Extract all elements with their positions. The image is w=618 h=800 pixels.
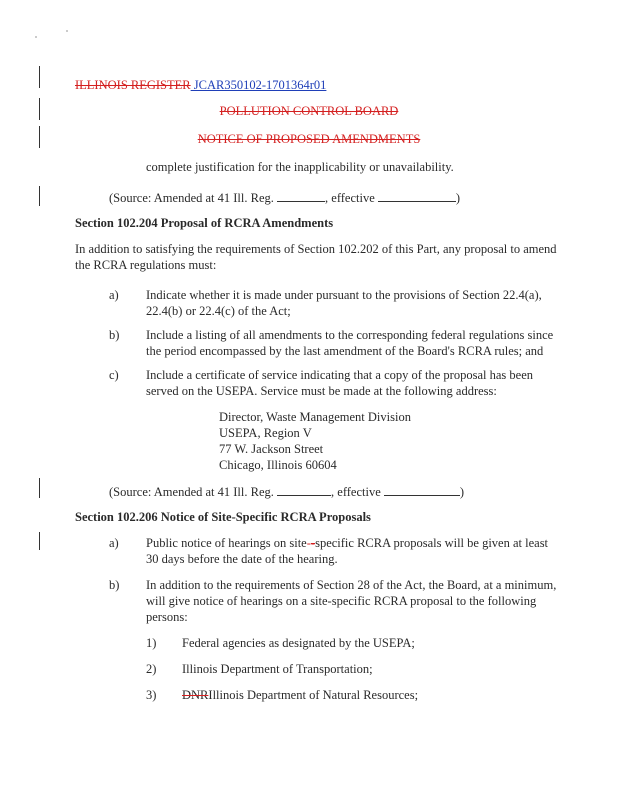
item-text: served on the USEPA. Service must be made at the following address: (146, 384, 497, 398)
blank-line (378, 190, 456, 202)
register-struck-text: ILLINOIS REGISTER (75, 78, 191, 92)
source-note-1 (109, 190, 460, 206)
section-204-heading: Section 102.204 Proposal of RCRA Amendments (75, 216, 334, 230)
item-text: the period encompassed by the last amendment of the Board's RCRA rules; and (146, 344, 544, 358)
item-label: a) (109, 536, 119, 550)
address-line: Director, Waste Management Division (219, 410, 411, 424)
blank-line (277, 190, 325, 202)
item-text-part: specific RCRA proposals will be given at least (315, 536, 549, 550)
source-suffix: ) (455, 191, 461, 205)
change-bar (39, 186, 40, 206)
section-204-intro: the RCRA regulations must: (75, 258, 217, 272)
item-text: Include a certificate of service indicating that a copy of the proposal has been (146, 368, 533, 382)
source-prefix: (Source: Amended at 41 Ill. Reg. (109, 191, 278, 205)
source-note-2 (109, 484, 464, 500)
board-name: POLLUTION CONTROL BOARD (219, 104, 399, 118)
blank-line (384, 484, 460, 496)
inserted-hyphen: - (306, 536, 311, 550)
subitem-text: Illinois Department of Transportation; (182, 662, 373, 676)
source-mid: , effective (331, 485, 384, 499)
source-prefix: (Source: Amended at 41 Ill. Reg. (109, 485, 278, 499)
item-label: b) (109, 578, 120, 592)
item-text-part: Public notice of hearings on site (146, 536, 307, 550)
change-bar (39, 478, 40, 498)
item-label: b) (109, 328, 120, 342)
item-text (146, 536, 548, 551)
subitem-label: 1) (146, 636, 157, 650)
struck-hyphen: - (310, 536, 316, 550)
register-header (75, 78, 326, 93)
item-text: persons: (146, 610, 188, 624)
blank-line (277, 484, 331, 496)
subitem-label: 2) (146, 662, 157, 676)
inserted-text: Illinois Department of Natural Resources; (208, 688, 419, 702)
subitem-text (182, 688, 418, 703)
item-text: 30 days before the date of the hearing. (146, 552, 338, 566)
address-line: Chicago, Illinois 60604 (219, 458, 337, 472)
item-text: Include a listing of all amendments to the corresponding federal regulations since (146, 328, 554, 342)
section-204-intro: In addition to satisfying the requirements of Section 102.202 of this Part, any proposal to amend (75, 242, 557, 256)
section-206-heading: Section 102.206 Notice of Site-Specific RCRA Proposals (75, 510, 371, 524)
item-label: c) (109, 368, 119, 382)
scan-speck (35, 36, 37, 38)
item-text: 22.4(b) or 22.4(c) of the Act; (146, 304, 291, 318)
register-code: JCAR350102-1701364r01 (190, 78, 327, 92)
subitem-text: Federal agencies as designated by the USEPA; (182, 636, 415, 650)
notice-title: NOTICE OF PROPOSED AMENDMENTS (197, 132, 421, 146)
source-suffix: ) (459, 485, 465, 499)
struck-abbreviation: DNR (182, 688, 209, 702)
carryover-text: complete justification for the inapplicability or unavailability. (146, 160, 454, 174)
item-label: a) (109, 288, 119, 302)
item-text: In addition to the requirements of Section 28 of the Act, the Board, at a minimum, (146, 578, 557, 592)
item-text: will give notice of hearings on a site-specific RCRA proposal to the following (146, 594, 537, 608)
item-text: Indicate whether it is made under pursuant to the provisions of Section 22.4(a), (146, 288, 542, 302)
address-line: 77 W. Jackson Street (219, 442, 324, 456)
subitem-label: 3) (146, 688, 157, 702)
change-bar (39, 532, 40, 550)
source-mid: , effective (325, 191, 378, 205)
change-bar (39, 66, 40, 88)
address-line: USEPA, Region V (219, 426, 312, 440)
scan-speck (66, 30, 68, 32)
